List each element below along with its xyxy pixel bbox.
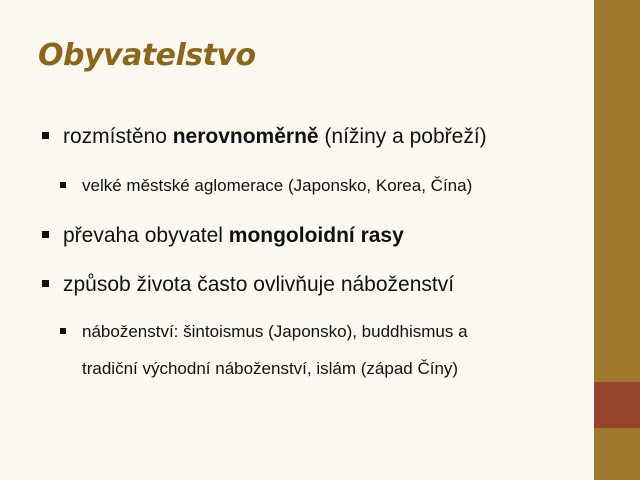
bullet-marker-icon [42,132,49,139]
bullet-text: rozmístěno [63,125,173,148]
decorative-side-accent [594,382,640,428]
sub-bullet-item [60,322,468,342]
sub-bullet-text: náboženství: šintoismus (Japonsko), buddhismus a [82,322,468,341]
sub-bullet-marker-icon [60,328,66,334]
bullet-marker-icon [42,231,49,238]
sub-bullet-item [60,176,472,196]
bullet-text: (nížiny a pobřeží) [318,125,487,148]
bullet-text-bold: nerovnoměrně [172,125,319,148]
bullet-item [42,273,454,297]
bullet-text: převaha obyvatel [63,224,229,247]
bullet-item [42,125,487,149]
slide-title: Obyvatelstvo [38,38,256,73]
bullet-item [42,224,404,248]
bullet-marker-icon [42,280,49,287]
bullet-text: způsob života často ovlivňuje náboženství [63,273,455,296]
sub-bullet-marker-icon [60,182,66,188]
sub-bullet-continuation: tradiční východní náboženství, islám (západ Číny) [82,359,459,378]
bullet-text-bold: mongoloidní rasy [228,224,404,247]
sub-bullet-text: velké městské aglomerace (Japonsko, Korea, Čína) [82,176,473,195]
